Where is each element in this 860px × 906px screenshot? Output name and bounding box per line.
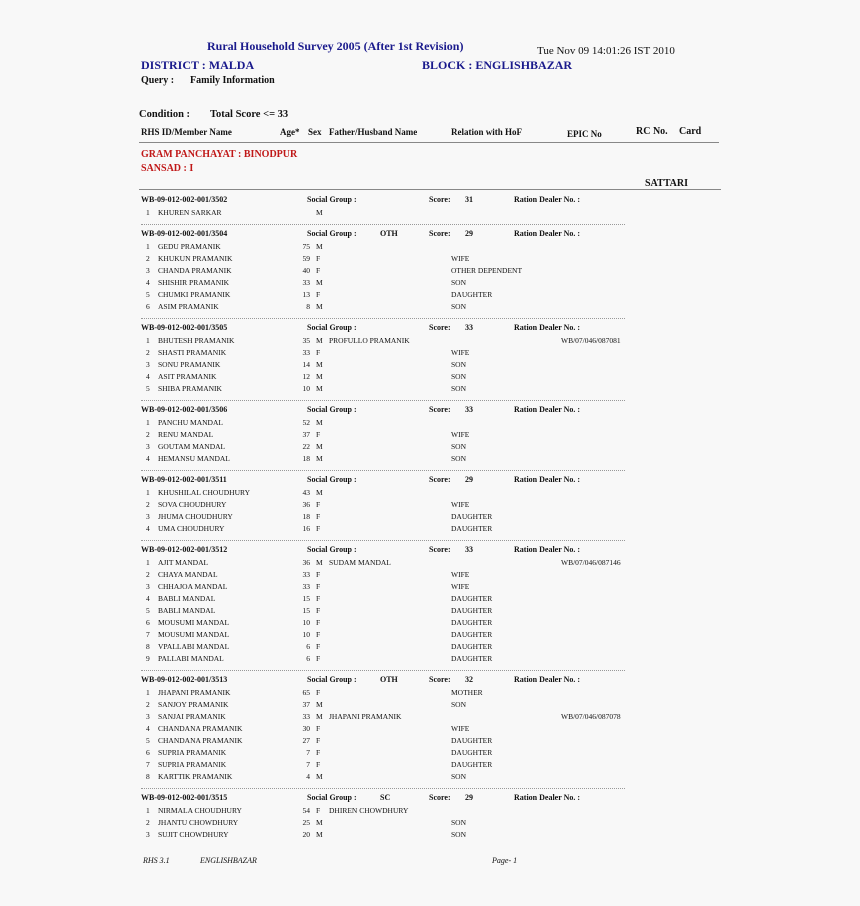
member-name: NIRMALA CHOUDHURY xyxy=(158,806,242,815)
member-sex: F xyxy=(316,500,321,509)
member-sex: F xyxy=(316,688,321,697)
member-name: ASIT PRAMANIK xyxy=(158,372,217,381)
col-age: Age* xyxy=(280,127,300,137)
member-serial: 1 xyxy=(146,806,150,815)
member-serial: 6 xyxy=(146,748,150,757)
household-id: WB-09-012-002-001/3511 xyxy=(141,475,227,484)
score-label: Score: xyxy=(429,229,451,238)
member-age: 16 xyxy=(302,524,310,533)
score-label: Score: xyxy=(429,195,451,204)
member-relation: DAUGHTER xyxy=(451,642,493,651)
member-serial: 1 xyxy=(146,418,150,427)
member-age: 18 xyxy=(302,512,310,521)
household-separator xyxy=(141,670,625,671)
member-sex: F xyxy=(316,290,321,299)
member-age: 8 xyxy=(306,302,310,311)
member-age: 59 xyxy=(302,254,310,263)
member-sex: F xyxy=(316,570,321,579)
member-name: SUJIT CHOWDHURY xyxy=(158,830,229,839)
gram-panchayat-label: GRAM PANCHAYAT : BINODPUR xyxy=(141,149,298,160)
member-relation: WIFE xyxy=(451,724,470,733)
footer-page: Page- 1 xyxy=(492,856,518,865)
member-sex: F xyxy=(316,348,321,357)
member-relation: DAUGHTER xyxy=(451,524,493,533)
member-sex: M xyxy=(316,772,323,781)
social-group-label: Social Group : xyxy=(307,229,357,238)
col-rc: RC No. xyxy=(636,126,668,137)
member-serial: 4 xyxy=(146,594,150,603)
member-father: PROFULLO PRAMANIK xyxy=(329,336,410,345)
member-sex: M xyxy=(316,360,323,369)
member-sex: F xyxy=(316,642,321,651)
member-serial: 5 xyxy=(146,384,150,393)
member-serial: 3 xyxy=(146,582,150,591)
member-sex: M xyxy=(316,242,323,251)
member-father: JHAPANI PRAMANIK xyxy=(329,712,402,721)
member-relation: WIFE xyxy=(451,254,470,263)
member-sex: M xyxy=(316,488,323,497)
member-name: BABLI MANDAL xyxy=(158,606,216,615)
district-label: DISTRICT : MALDA xyxy=(141,58,255,72)
member-name: SUPRIA PRAMANIK xyxy=(158,760,227,769)
query-line xyxy=(141,75,174,86)
member-name: SHISHIR PRAMANIK xyxy=(158,278,230,287)
member-serial: 1 xyxy=(146,488,150,497)
social-group-label: Social Group : xyxy=(307,545,357,554)
member-name: CHANDANA PRAMANIK xyxy=(158,736,243,745)
ration-dealer-label: Ration Dealer No. : xyxy=(514,229,581,238)
report-timestamp: Tue Nov 09 14:01:26 IST 2010 xyxy=(537,45,675,57)
member-relation: DAUGHTER xyxy=(451,606,493,615)
member-age: 35 xyxy=(302,336,310,345)
member-serial: 1 xyxy=(146,208,150,217)
member-age: 20 xyxy=(302,830,310,839)
member-name: GEDU PRAMANIK xyxy=(158,242,221,251)
household-id: WB-09-012-002-001/3513 xyxy=(141,675,228,684)
household-id: WB-09-012-002-001/3504 xyxy=(141,229,228,238)
member-age: 40 xyxy=(302,266,310,275)
member-serial: 7 xyxy=(146,760,150,769)
ration-dealer-label: Ration Dealer No. : xyxy=(514,405,581,414)
ration-dealer-label: Ration Dealer No. : xyxy=(514,195,581,204)
member-serial: 2 xyxy=(146,430,150,439)
member-relation: WIFE xyxy=(451,430,470,439)
col-relation: Relation with HoF xyxy=(451,127,522,137)
member-age: 33 xyxy=(302,712,310,721)
member-name: UMA CHOUDHURY xyxy=(158,524,225,533)
member-serial: 2 xyxy=(146,818,150,827)
ration-dealer-label: Ration Dealer No. : xyxy=(514,793,581,802)
member-age: 10 xyxy=(302,618,310,627)
score-value: 29 xyxy=(465,475,473,484)
member-name: KHUREN SARKAR xyxy=(158,208,222,217)
member-age: 12 xyxy=(302,372,310,381)
member-serial: 3 xyxy=(146,360,150,369)
member-relation: DAUGHTER xyxy=(451,630,493,639)
member-age: 15 xyxy=(302,594,310,603)
member-serial: 3 xyxy=(146,266,150,275)
member-sex: F xyxy=(316,524,321,533)
member-relation: SON xyxy=(451,818,467,827)
member-name: JHANTU CHOWDHURY xyxy=(158,818,239,827)
block-label: BLOCK : ENGLISHBAZAR xyxy=(422,58,573,72)
member-name: BABLI MANDAL xyxy=(158,594,216,603)
member-relation: SON xyxy=(451,830,467,839)
member-sex: M xyxy=(316,418,323,427)
member-age: 30 xyxy=(302,724,310,733)
member-name: JHAPANI PRAMANIK xyxy=(158,688,231,697)
member-name: SUPRIA PRAMANIK xyxy=(158,748,227,757)
member-sex: F xyxy=(316,760,321,769)
social-group-label: Social Group : xyxy=(307,793,357,802)
col-sex: Sex xyxy=(308,127,322,137)
header-rule xyxy=(139,142,719,143)
member-sex: F xyxy=(316,630,321,639)
condition-label: Condition : xyxy=(139,109,191,120)
member-relation: SON xyxy=(451,372,467,381)
member-name: SHIBA PRAMANIK xyxy=(158,384,222,393)
member-relation: OTHER DEPENDENT xyxy=(451,266,523,275)
member-serial: 7 xyxy=(146,630,150,639)
member-relation: WIFE xyxy=(451,500,470,509)
member-serial: 4 xyxy=(146,724,150,733)
member-age: 37 xyxy=(302,430,310,439)
member-name: ASIM PRAMANIK xyxy=(158,302,219,311)
member-age: 36 xyxy=(302,558,310,567)
household-id: WB-09-012-002-001/3512 xyxy=(141,545,228,554)
member-age: 13 xyxy=(302,290,310,299)
social-group-value: SC xyxy=(380,793,391,802)
member-serial: 6 xyxy=(146,302,150,311)
member-relation: DAUGHTER xyxy=(451,290,493,299)
member-sex: M xyxy=(316,384,323,393)
query-value: Family Information xyxy=(190,75,275,86)
member-age: 6 xyxy=(306,654,310,663)
score-label: Score: xyxy=(429,545,451,554)
sansad-label: SANSAD : I xyxy=(141,163,194,174)
ration-dealer-label: Ration Dealer No. : xyxy=(514,545,581,554)
member-relation: SON xyxy=(451,442,467,451)
score-label: Score: xyxy=(429,793,451,802)
score-value: 33 xyxy=(465,545,473,554)
household-id: WB-09-012-002-001/3505 xyxy=(141,323,228,332)
member-sex: M xyxy=(316,818,323,827)
member-serial: 4 xyxy=(146,372,150,381)
member-sex: M xyxy=(316,830,323,839)
member-serial: 5 xyxy=(146,290,150,299)
score-label: Score: xyxy=(429,323,451,332)
member-name: CHUMKI PRAMANIK xyxy=(158,290,231,299)
member-name: CHANDA PRAMANIK xyxy=(158,266,232,275)
social-group-label: Social Group : xyxy=(307,405,357,414)
member-age: 7 xyxy=(306,748,310,757)
member-epic: WB/07/046/087078 xyxy=(561,712,621,721)
member-serial: 2 xyxy=(146,700,150,709)
member-sex: F xyxy=(316,654,321,663)
member-relation: DAUGHTER xyxy=(451,618,493,627)
household-separator xyxy=(141,470,625,471)
member-serial: 5 xyxy=(146,736,150,745)
query-label: Query : xyxy=(141,75,175,86)
condition-value: Total Score <= 33 xyxy=(210,109,289,120)
member-serial: 3 xyxy=(146,712,150,721)
member-age: 54 xyxy=(302,806,310,815)
member-serial: 2 xyxy=(146,348,150,357)
member-father: SUDAM MANDAL xyxy=(329,558,391,567)
member-sex: M xyxy=(316,336,323,345)
member-relation: DAUGHTER xyxy=(451,512,493,521)
member-age: 33 xyxy=(302,582,310,591)
member-sex: F xyxy=(316,266,321,275)
member-age: 10 xyxy=(302,630,310,639)
member-name: SANJAI PRAMANIK xyxy=(158,712,226,721)
footer-form: RHS 3.1 xyxy=(143,856,170,865)
member-name: GOUTAM MANDAL xyxy=(158,442,226,451)
member-relation: WIFE xyxy=(451,348,470,357)
member-serial: 1 xyxy=(146,242,150,251)
member-age: 7 xyxy=(306,760,310,769)
member-relation: SON xyxy=(451,360,467,369)
member-serial: 3 xyxy=(146,442,150,451)
mouza-label: SATTARI xyxy=(645,178,688,189)
member-sex: F xyxy=(316,512,321,521)
member-name: PALLABI MANDAL xyxy=(158,654,224,663)
member-sex: M xyxy=(316,454,323,463)
mouza-rule xyxy=(139,189,721,190)
member-name: KHUSHILAL CHOUDHURY xyxy=(158,488,251,497)
member-age: 10 xyxy=(302,384,310,393)
member-age: 14 xyxy=(302,360,310,369)
member-age: 36 xyxy=(302,500,310,509)
member-serial: 1 xyxy=(146,558,150,567)
member-sex: M xyxy=(316,712,323,721)
social-group-value: OTH xyxy=(380,675,398,684)
member-sex: M xyxy=(316,278,323,287)
member-relation: SON xyxy=(451,384,467,393)
member-age: 33 xyxy=(302,348,310,357)
member-sex: M xyxy=(316,208,323,217)
member-relation: WIFE xyxy=(451,570,470,579)
member-epic: WB/07/046/087146 xyxy=(561,558,621,567)
member-name: AJIT MANDAL xyxy=(158,558,209,567)
member-sex: F xyxy=(316,582,321,591)
member-sex: F xyxy=(316,594,321,603)
member-sex: F xyxy=(316,724,321,733)
social-group-label: Social Group : xyxy=(307,475,357,484)
household-separator xyxy=(141,540,625,541)
member-name: VPALLABI MANDAL xyxy=(158,642,230,651)
member-name: SANJOY PRAMANIK xyxy=(158,700,229,709)
member-relation: SON xyxy=(451,278,467,287)
member-age: 75 xyxy=(302,242,310,251)
member-sex: M xyxy=(316,302,323,311)
member-father: DHIREN CHOWDHURY xyxy=(329,806,409,815)
member-age: 6 xyxy=(306,642,310,651)
member-sex: F xyxy=(316,806,321,815)
col-epic: EPIC No xyxy=(567,129,602,139)
member-name: CHANDANA PRAMANIK xyxy=(158,724,243,733)
member-name: SHASTI PRAMANIK xyxy=(158,348,227,357)
member-age: 52 xyxy=(302,418,310,427)
ration-dealer-label: Ration Dealer No. : xyxy=(514,323,581,332)
member-serial: 8 xyxy=(146,642,150,651)
member-relation: MOTHER xyxy=(451,688,483,697)
member-name: CHAYA MANDAL xyxy=(158,570,218,579)
score-value: 31 xyxy=(465,195,473,204)
member-relation: SON xyxy=(451,302,467,311)
member-epic: WB/07/046/087081 xyxy=(561,336,621,345)
household-separator xyxy=(141,318,625,319)
member-sex: F xyxy=(316,618,321,627)
member-relation: DAUGHTER xyxy=(451,736,493,745)
member-serial: 2 xyxy=(146,254,150,263)
social-group-label: Social Group : xyxy=(307,323,357,332)
member-relation: DAUGHTER xyxy=(451,654,493,663)
member-serial: 4 xyxy=(146,524,150,533)
member-sex: F xyxy=(316,254,321,263)
col-rhs-id: RHS ID/Member Name xyxy=(141,127,232,137)
member-sex: F xyxy=(316,430,321,439)
member-sex: M xyxy=(316,558,323,567)
member-age: 4 xyxy=(306,772,310,781)
household-separator xyxy=(141,400,625,401)
ration-dealer-label: Ration Dealer No. : xyxy=(514,475,581,484)
member-serial: 3 xyxy=(146,830,150,839)
score-label: Score: xyxy=(429,405,451,414)
col-father: Father/Husband Name xyxy=(329,127,418,137)
social-group-label: Social Group : xyxy=(307,675,357,684)
household-separator xyxy=(141,788,625,789)
member-age: 27 xyxy=(302,736,310,745)
member-name: KARTTIK PRAMANIK xyxy=(158,772,233,781)
member-sex: M xyxy=(316,700,323,709)
member-serial: 1 xyxy=(146,336,150,345)
member-relation: SON xyxy=(451,700,467,709)
member-age: 33 xyxy=(302,570,310,579)
member-age: 37 xyxy=(302,700,310,709)
member-serial: 4 xyxy=(146,454,150,463)
social-group-label: Social Group : xyxy=(307,195,357,204)
score-value: 33 xyxy=(465,405,473,414)
member-relation: SON xyxy=(451,454,467,463)
member-sex: M xyxy=(316,372,323,381)
ration-dealer-label: Ration Dealer No. : xyxy=(514,675,581,684)
member-name: CHHAJOA MANDAL xyxy=(158,582,228,591)
household-separator xyxy=(141,224,625,225)
member-name: SONU PRAMANIK xyxy=(158,360,221,369)
member-name: MOUSUMI MANDAL xyxy=(158,630,230,639)
score-label: Score: xyxy=(429,675,451,684)
member-age: 25 xyxy=(302,818,310,827)
member-age: 15 xyxy=(302,606,310,615)
member-age: 33 xyxy=(302,278,310,287)
household-id: WB-09-012-002-001/3502 xyxy=(141,195,228,204)
member-relation: DAUGHTER xyxy=(451,760,493,769)
member-relation: SON xyxy=(451,772,467,781)
member-name: KHUKUN PRAMANIK xyxy=(158,254,233,263)
member-serial: 5 xyxy=(146,606,150,615)
report-title: Rural Household Survey 2005 (After 1st Revision) xyxy=(207,39,464,53)
member-relation: DAUGHTER xyxy=(451,748,493,757)
member-serial: 2 xyxy=(146,500,150,509)
member-serial: 6 xyxy=(146,618,150,627)
member-name: PANCHU MANDAL xyxy=(158,418,223,427)
member-relation: DAUGHTER xyxy=(451,594,493,603)
member-name: RENU MANDAL xyxy=(158,430,214,439)
member-serial: 9 xyxy=(146,654,150,663)
score-value: 33 xyxy=(465,323,473,332)
member-serial: 8 xyxy=(146,772,150,781)
member-serial: 2 xyxy=(146,570,150,579)
member-name: BHUTESH PRAMANIK xyxy=(158,336,235,345)
member-sex: F xyxy=(316,748,321,757)
score-value: 32 xyxy=(465,675,473,684)
household-id: WB-09-012-002-001/3506 xyxy=(141,405,228,414)
member-name: JHUMA CHOUDHURY xyxy=(158,512,233,521)
member-age: 65 xyxy=(302,688,310,697)
score-label: Score: xyxy=(429,475,451,484)
member-serial: 4 xyxy=(146,278,150,287)
social-group-value: OTH xyxy=(380,229,398,238)
member-sex: M xyxy=(316,442,323,451)
member-age: 18 xyxy=(302,454,310,463)
member-serial: 1 xyxy=(146,688,150,697)
col-card: Card xyxy=(679,126,702,137)
household-id: WB-09-012-002-001/3515 xyxy=(141,793,228,802)
member-age: 43 xyxy=(302,488,310,497)
member-name: SOVA CHOUDHURY xyxy=(158,500,227,509)
member-age: 22 xyxy=(302,442,310,451)
footer-block: ENGLISHBAZAR xyxy=(200,856,257,865)
member-name: MOUSUMI MANDAL xyxy=(158,618,230,627)
member-sex: F xyxy=(316,736,321,745)
member-relation: WIFE xyxy=(451,582,470,591)
member-name: HEMANSU MANDAL xyxy=(158,454,230,463)
score-value: 29 xyxy=(465,793,473,802)
member-serial: 3 xyxy=(146,512,150,521)
member-sex: F xyxy=(316,606,321,615)
score-value: 29 xyxy=(465,229,473,238)
